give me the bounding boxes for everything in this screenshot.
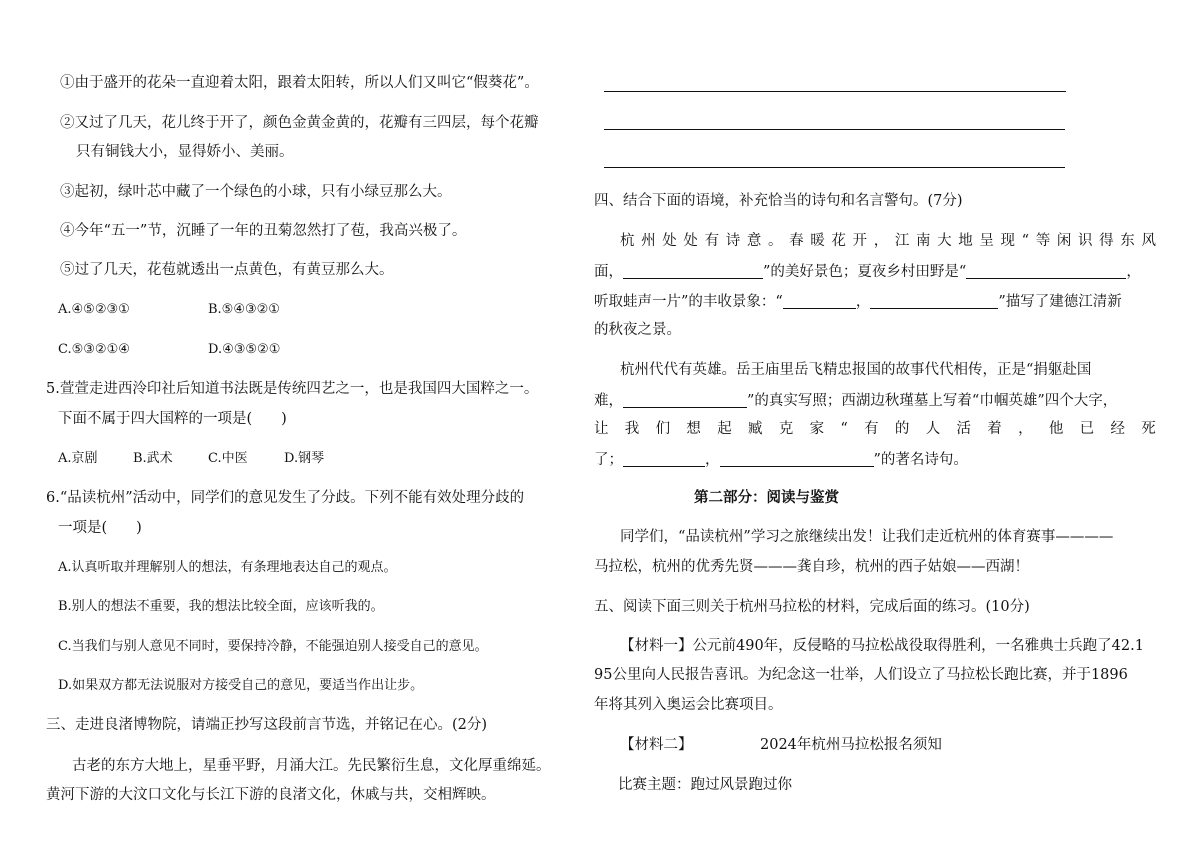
q4-option-d: D.④③⑤②① — [208, 342, 281, 357]
q4-sentence-2-cont: 只有铜钱大小，显得娇小、美丽。 — [76, 144, 294, 160]
answer-blank-2[interactable] — [966, 264, 1126, 279]
q4-option-c: C.⑤③②①④ — [58, 342, 130, 357]
section5-title: 五、阅读下面三则关于杭州马拉松的材料，完成后面的练习。(10分) — [594, 599, 1030, 615]
answer-blank-4[interactable] — [870, 294, 998, 309]
q5-option-b: B.武术 — [133, 451, 173, 466]
poem-para2-line3: 让 我 们 想 起 臧 克 家 “ 有 的 人 活 着 ， 他 已 经 死 — [594, 421, 1156, 437]
section3-passage-line2: 黄河下游的大汶口文化与长江下游的良渚文化，休戚与共，交相辉映。 — [46, 787, 496, 803]
q5-option-a: A.京剧 — [58, 451, 98, 466]
answer-blank-1[interactable] — [623, 264, 763, 279]
material2-label: 【材料二】 — [620, 737, 693, 753]
poem-para1-line2: 面， ”的美好景色；夏夜乡村田野是“ ， — [594, 264, 1141, 280]
material1-line1: 【材料一】公元前490年，反侵略的马拉松战役取得胜利，一名雅典士兵跑了42.1 — [620, 638, 1144, 654]
material2-title: 2024年杭州马拉松报名须知 — [760, 737, 942, 753]
q6-stem-line1: 6.“品读杭州”活动中，同学们的意见发生了分歧。下列不能有效处理分歧的 — [46, 490, 525, 506]
poem-para1-line1: 杭 州 处 处 有 诗 意 。 春 暖 花 开 ， 江 南 大 地 呈 现 “ 等 闲 识 得 东 风 — [620, 233, 1156, 249]
answer-blank-7[interactable] — [720, 452, 874, 467]
reading-intro-line2: 马拉松，杭州的优秀先贤———龚自珍，杭州的西子姑娘——西湖！ — [594, 559, 1029, 575]
q4-sentence-5: ⑤过了几天，花苞就透出一点黄色，有黄豆那么大。 — [60, 262, 394, 278]
material1-line2: 95公里向人民报告喜讯。为纪念这一壮举，人们设立了马拉松长跑比赛，并于1896 — [594, 667, 1128, 683]
section3-passage-line1: 古老的东方大地上，星垂平野，月涌大江。先民繁衍生息，文化厚重绵延。 — [72, 758, 551, 774]
answer-blank-6[interactable] — [623, 452, 705, 467]
q5-stem-line1: 5.萱萱走进西泠印社后知道书法既是传统四艺之一，也是我国四大国粹之一。 — [46, 381, 539, 397]
q6-option-d: D.如果双方都无法说服对方接受自己的意见，要适当作出让步。 — [58, 678, 424, 693]
material1-line3: 年将其列入奥运会比赛项目。 — [594, 697, 783, 713]
copy-line-3[interactable] — [604, 167, 1065, 168]
poem-para1-line3: 听取蛙声一片”的丰收景象：“ ， ”描写了建德江清新 — [594, 294, 1122, 310]
q4-option-b: B.⑤④③②① — [208, 302, 280, 317]
part2-title: 第二部分：阅读与鉴赏 — [694, 489, 839, 506]
answer-blank-5[interactable] — [623, 393, 747, 408]
q4-option-a: A.④⑤②③① — [58, 302, 130, 317]
q5-option-c: C.中医 — [208, 451, 248, 466]
q4-sentence-4: ④今年“五一”节，沉睡了一年的丑菊忽然打了苞，我高兴极了。 — [60, 223, 467, 239]
q5-stem-line2: 下面不属于四大国粹的一项是( ) — [58, 411, 287, 427]
q6-option-c: C.当我们与别人意见不同时，要保持冷静，不能强迫别人接受自己的意见。 — [58, 639, 488, 654]
answer-blank-3[interactable] — [783, 294, 856, 309]
section3-title: 三、走进良渚博物院，请端正抄写这段前言节选，并铭记在心。(2分) — [46, 717, 488, 733]
poem-para2-line2: 难， ”的真实写照；西湖边秋瑾墓上写着“巾帼英雄”四个大字， — [594, 393, 1118, 409]
reading-intro-line1: 同学们，“品读杭州”学习之旅继续出发！让我们走近杭州的体育赛事———— — [620, 529, 1114, 545]
poem-para2-line1: 杭州代代有英雄。岳王庙里岳飞精忠报国的故事代代相传，正是“捐躯赴国 — [620, 362, 1092, 378]
q6-option-a: A.认真听取并理解别人的想法，有条理地表达自己的观点。 — [58, 560, 397, 575]
q6-stem-line2: 一项是( ) — [58, 520, 142, 536]
section4-title: 四、结合下面的语境，补充恰当的诗句和名言警句。(7分) — [594, 193, 963, 209]
q6-option-b: B.别人的想法不重要，我的想法比较全面，应该听我的。 — [58, 599, 384, 614]
poem-para2-line4: 了； ， ”的著名诗句。 — [594, 452, 968, 468]
copy-line-2[interactable] — [604, 129, 1065, 130]
q4-sentence-1: ①由于盛开的花朵一直迎着太阳，跟着太阳转，所以人们又叫它“假葵花”。 — [60, 75, 539, 91]
q4-sentence-2: ②又过了几天，花儿终于开了，颜色金黄金黄的，花瓣有三四层，每个花瓣 — [60, 115, 539, 131]
poem-para1-line4: 的秋夜之景。 — [594, 322, 681, 338]
copy-line-1[interactable] — [604, 91, 1066, 92]
q4-sentence-3: ③起初，绿叶芯中藏了一个绿色的小球，只有小绿豆那么大。 — [60, 184, 452, 200]
q5-option-d: D.钢琴 — [284, 451, 325, 466]
race-theme: 比赛主题：跑过风景跑过你 — [618, 777, 792, 793]
